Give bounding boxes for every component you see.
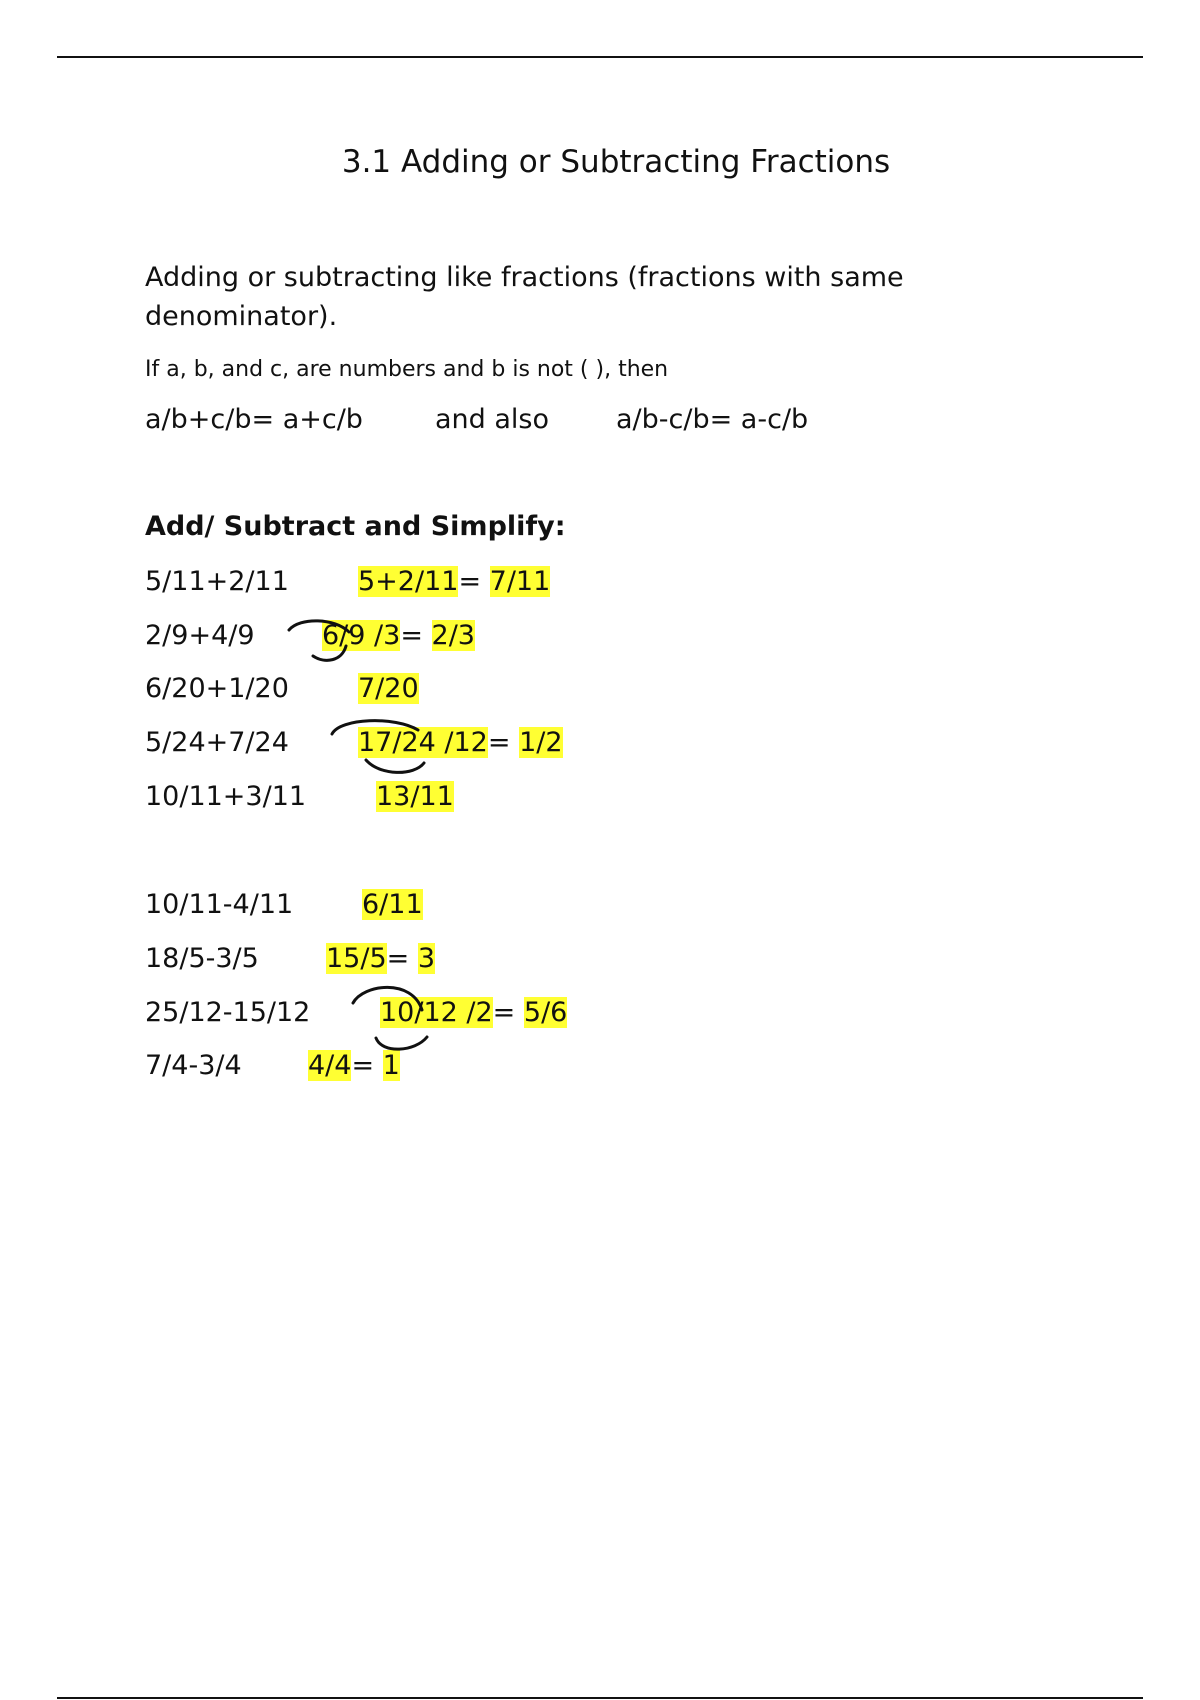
worked-answer (358, 562, 550, 602)
page-title: 3.1 Adding or Subtracting Fractions (341, 144, 891, 180)
problem-text: 6/20+1/20 (145, 673, 289, 704)
equals-sign: = (400, 620, 423, 651)
final-result: 3 (417, 943, 436, 974)
exercise-row (0, 993, 1200, 1033)
final-result: 7/11 (489, 566, 551, 597)
final-result: 2/3 (431, 620, 475, 651)
final-result: 1/2 (519, 727, 563, 758)
work-step: 13/11 (376, 781, 454, 812)
worked-answer (322, 616, 475, 656)
equals-sign: = (487, 727, 511, 758)
worked-answer (358, 723, 563, 763)
exercise-row (0, 939, 1200, 979)
work-step: 17/24 /12 (358, 727, 488, 758)
problem-text: 5/24+7/24 (145, 727, 289, 758)
worked-answer (376, 777, 454, 817)
problem-text: 10/11+3/11 (145, 781, 307, 812)
work-step: 6/9 /3 (322, 620, 401, 651)
exercise-row (0, 616, 1200, 656)
top-rule (57, 56, 1143, 58)
exercise-row (0, 723, 1200, 763)
work-step: 4/4 (308, 1050, 352, 1081)
exercise-row (0, 562, 1200, 602)
formula-joiner: and also (435, 404, 550, 435)
exercise-heading: Add/ Subtract and Simplify: (145, 511, 566, 542)
bottom-rule (57, 1697, 1143, 1699)
worked-answer (358, 669, 419, 709)
worked-answer (380, 993, 567, 1033)
problem-text: 25/12-15/12 (145, 997, 311, 1028)
problem-text: 10/11-4/11 (145, 889, 294, 920)
worked-answer (326, 939, 435, 979)
final-result: 1 (382, 1050, 400, 1081)
exercise-row (0, 669, 1200, 709)
work-step: 6/11 (362, 889, 423, 920)
work-step: 7/20 (358, 673, 419, 704)
addition-formula: a/b+c/b= a+c/b (145, 404, 363, 435)
problem-text: 18/5-3/5 (145, 943, 259, 974)
equals-sign: = (458, 566, 482, 597)
intro-paragraph: Adding or subtracting like fractions (fractions with same denominator). (145, 262, 904, 332)
equals-sign: = (492, 997, 516, 1028)
equals-sign: = (386, 943, 410, 974)
formula-line (145, 401, 809, 439)
problem-text: 2/9+4/9 (145, 620, 255, 651)
exercise-row (0, 777, 1200, 817)
work-step: 15/5 (326, 943, 387, 974)
exercise-row (0, 885, 1200, 925)
problem-text: 5/11+2/11 (145, 566, 289, 597)
subtraction-formula: a/b-c/b= a-c/b (616, 404, 809, 435)
worked-answer (308, 1046, 400, 1086)
exercise-row (0, 1046, 1200, 1086)
equals-sign: = (351, 1050, 375, 1081)
work-step: 10/12 /2 (380, 997, 493, 1028)
worked-answer (362, 885, 423, 925)
problem-text: 7/4-3/4 (145, 1050, 242, 1081)
final-result: 5/6 (523, 997, 568, 1028)
rule-statement: If a, b, and c, are numbers and b is not ( ), then (145, 357, 669, 382)
work-step: 5+2/11 (358, 566, 459, 597)
